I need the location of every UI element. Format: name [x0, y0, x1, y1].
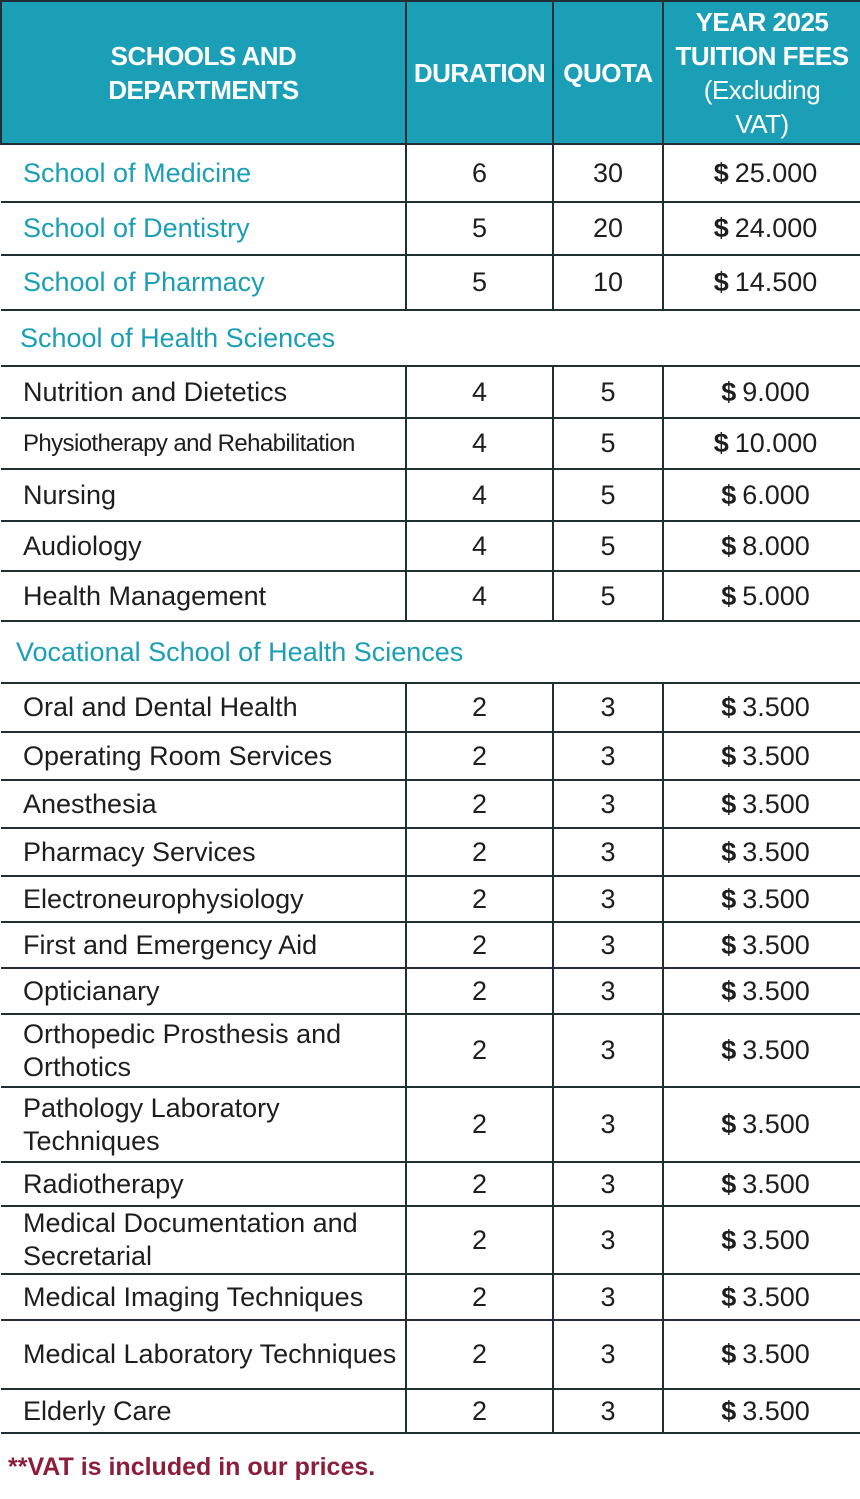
quota-cell: 3	[553, 1014, 663, 1087]
currency-symbol: $	[713, 213, 729, 243]
table-row	[1, 1274, 860, 1320]
table-row	[1, 1320, 860, 1389]
department-name: Radiotherapy	[1, 1162, 406, 1206]
department-name: Health Management	[1, 571, 406, 621]
tuition-fee-cell	[663, 780, 860, 828]
duration-cell: 4	[406, 366, 553, 418]
department-name: Opticianary	[1, 968, 406, 1014]
quota-cell: 5	[553, 418, 663, 469]
currency-symbol: $	[721, 1109, 737, 1139]
fee-amount: 3.500	[742, 692, 810, 722]
department-name: School of Medicine	[1, 144, 406, 202]
duration-cell: 2	[406, 732, 553, 780]
currency-symbol: $	[721, 376, 737, 407]
department-name: Anesthesia	[1, 780, 406, 828]
department-name: Nursing	[1, 469, 406, 521]
fee-amount: 3.500	[742, 788, 810, 819]
fee-amount: 3.500	[742, 1168, 810, 1199]
fee-amount: 3.500	[742, 929, 810, 960]
department-name: School of Pharmacy	[1, 255, 406, 310]
currency-symbol: $	[721, 530, 737, 561]
table-row	[1, 968, 860, 1014]
currency-symbol: $	[721, 1395, 737, 1426]
tuition-fee-cell	[663, 1014, 860, 1087]
tuition-fee-cell	[663, 202, 860, 255]
currency-symbol: $	[721, 1168, 737, 1199]
fee-amount: 3.500	[742, 1395, 810, 1426]
quota-cell: 10	[553, 255, 663, 310]
table-header	[1, 1, 860, 144]
currency-symbol: $	[721, 1281, 737, 1312]
header-quota: QUOTA	[553, 1, 663, 144]
tuition-fee-cell	[663, 1087, 860, 1162]
department-name: Medical Imaging Techniques	[1, 1274, 406, 1320]
duration-cell: 2	[406, 1162, 553, 1206]
table-row	[1, 469, 860, 521]
currency-symbol: $	[713, 157, 729, 188]
duration-cell: 2	[406, 876, 553, 922]
department-name: Orthopedic Prosthesis and Orthotics	[1, 1014, 406, 1087]
tuition-fee-cell	[663, 1389, 860, 1433]
table-row	[1, 1087, 860, 1162]
tuition-fee-cell	[663, 144, 860, 202]
quota-cell: 3	[553, 1206, 663, 1274]
table-body	[1, 144, 860, 1433]
currency-symbol: $	[721, 1224, 737, 1255]
header-tuition-fees: YEAR 2025 TUITION FEES (Excluding VAT)	[663, 1, 860, 144]
duration-cell: 2	[406, 828, 553, 876]
currency-symbol: $	[721, 883, 737, 914]
quota-cell: 3	[553, 1389, 663, 1433]
vat-footnote: **VAT is included in our prices.	[8, 1453, 376, 1481]
duration-cell: 4	[406, 469, 553, 521]
currency-symbol: $	[721, 836, 737, 867]
quota-cell: 3	[553, 683, 663, 732]
fee-amount: 3.500	[742, 1339, 810, 1369]
table-row	[1, 876, 860, 922]
fee-amount: 3.500	[742, 836, 810, 867]
quota-cell: 3	[553, 1162, 663, 1206]
quota-cell: 20	[553, 202, 663, 255]
duration-cell: 5	[406, 202, 553, 255]
quota-cell: 5	[553, 521, 663, 571]
fee-amount: 14.500	[734, 267, 818, 297]
table-row	[1, 683, 860, 732]
quota-cell: 3	[553, 968, 663, 1014]
table-row	[1, 1162, 860, 1206]
currency-symbol: $	[721, 479, 737, 510]
currency-symbol: $	[713, 428, 729, 458]
quota-cell: 3	[553, 1274, 663, 1320]
duration-cell: 4	[406, 418, 553, 469]
currency-symbol: $	[721, 692, 737, 722]
quota-cell: 3	[553, 828, 663, 876]
department-name: Pharmacy Services	[1, 828, 406, 876]
header-schools-departments: SCHOOLS AND DEPARTMENTS	[1, 1, 406, 144]
duration-cell: 2	[406, 968, 553, 1014]
fee-amount: 24.000	[734, 213, 818, 243]
currency-symbol: $	[721, 975, 737, 1006]
table-row	[1, 922, 860, 968]
quota-cell: 30	[553, 144, 663, 202]
fee-amount: 8.000	[742, 530, 810, 561]
duration-cell: 2	[406, 922, 553, 968]
fee-amount: 3.500	[742, 975, 810, 1006]
header-duration: DURATION	[406, 1, 553, 144]
fee-amount: 6.000	[742, 479, 810, 510]
fee-amount: 10.000	[734, 428, 818, 458]
tuition-fee-cell	[663, 571, 860, 621]
department-name: Physiotherapy and Rehabilitation	[1, 418, 406, 469]
tuition-fee-cell	[663, 1274, 860, 1320]
tuition-fee-cell	[663, 922, 860, 968]
quota-cell: 5	[553, 571, 663, 621]
quota-cell: 3	[553, 780, 663, 828]
table-row	[1, 1014, 860, 1087]
quota-cell: 5	[553, 366, 663, 418]
tuition-fee-cell	[663, 1320, 860, 1389]
fee-amount: 5.000	[742, 580, 810, 611]
duration-cell: 2	[406, 780, 553, 828]
table-row	[1, 828, 860, 876]
tuition-fee-cell	[663, 255, 860, 310]
duration-cell: 2	[406, 1320, 553, 1389]
fee-amount: 3.500	[742, 883, 810, 914]
tuition-fee-cell	[663, 732, 860, 780]
currency-symbol: $	[721, 1339, 737, 1369]
section-title: School of Health Sciences	[1, 310, 860, 366]
department-name: Medical Documentation and Secretarial	[1, 1206, 406, 1274]
tuition-fee-cell	[663, 1162, 860, 1206]
tuition-fee-cell	[663, 366, 860, 418]
department-name: Medical Laboratory Techniques	[1, 1320, 406, 1389]
tuition-fee-cell	[663, 876, 860, 922]
department-name: Operating Room Services	[1, 732, 406, 780]
duration-cell: 2	[406, 1087, 553, 1162]
department-name: Nutrition and Dietetics	[1, 366, 406, 418]
duration-cell: 2	[406, 1389, 553, 1433]
tuition-fee-cell	[663, 828, 860, 876]
duration-cell: 2	[406, 683, 553, 732]
duration-cell: 4	[406, 521, 553, 571]
duration-cell: 4	[406, 571, 553, 621]
tuition-fee-cell	[663, 1206, 860, 1274]
table-row	[1, 571, 860, 621]
section-heading-row	[1, 621, 860, 683]
duration-cell: 2	[406, 1014, 553, 1087]
currency-symbol: $	[721, 580, 737, 611]
department-name: School of Dentistry	[1, 202, 406, 255]
currency-symbol: $	[721, 788, 737, 819]
department-name: Elderly Care	[1, 1389, 406, 1433]
fee-amount: 25.000	[734, 157, 818, 188]
table-row	[1, 521, 860, 571]
tuition-fee-cell	[663, 968, 860, 1014]
duration-cell: 2	[406, 1274, 553, 1320]
duration-cell: 2	[406, 1206, 553, 1274]
table-row	[1, 144, 860, 202]
currency-symbol: $	[721, 740, 737, 771]
tuition-fee-cell	[663, 683, 860, 732]
quota-cell: 5	[553, 469, 663, 521]
currency-symbol: $	[721, 929, 737, 960]
currency-symbol: $	[713, 267, 729, 297]
currency-symbol: $	[721, 1035, 737, 1065]
fee-amount: 3.500	[742, 1281, 810, 1312]
section-heading-row	[1, 310, 860, 366]
table-row	[1, 1206, 860, 1274]
quota-cell: 3	[553, 1087, 663, 1162]
fee-amount: 3.500	[742, 1109, 810, 1139]
department-name: Oral and Dental Health	[1, 683, 406, 732]
fee-amount: 3.500	[742, 1035, 810, 1065]
fee-amount: 9.000	[742, 376, 810, 407]
quota-cell: 3	[553, 732, 663, 780]
quota-cell: 3	[553, 922, 663, 968]
fee-amount: 3.500	[742, 740, 810, 771]
department-name: Audiology	[1, 521, 406, 571]
table-row	[1, 732, 860, 780]
table-row	[1, 366, 860, 418]
department-name: Electroneurophysiology	[1, 876, 406, 922]
tuition-fee-cell	[663, 469, 860, 521]
table-row	[1, 418, 860, 469]
department-name: Pathology Laboratory Techniques	[1, 1087, 406, 1162]
quota-cell: 3	[553, 876, 663, 922]
tuition-fee-cell	[663, 521, 860, 571]
department-name: First and Emergency Aid	[1, 922, 406, 968]
section-title: Vocational School of Health Sciences	[1, 621, 860, 683]
table-row	[1, 1389, 860, 1433]
tuition-fee-cell	[663, 418, 860, 469]
fee-amount: 3.500	[742, 1224, 810, 1255]
table-row	[1, 780, 860, 828]
table-row	[1, 202, 860, 255]
duration-cell: 5	[406, 255, 553, 310]
duration-cell: 6	[406, 144, 553, 202]
table-row	[1, 255, 860, 310]
quota-cell: 3	[553, 1320, 663, 1389]
